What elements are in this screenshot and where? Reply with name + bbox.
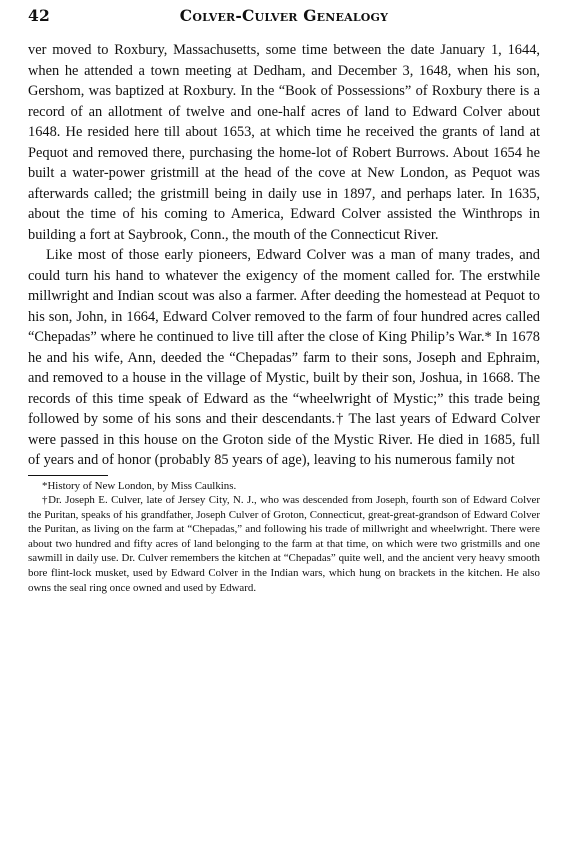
footnote-asterisk: *History of New London, by Miss Caulkins. [42, 479, 237, 492]
footnote-rule [28, 475, 108, 476]
paragraph: Like most of those early pioneers, Edward Colver was a man of many trades, and could turn his hand to whatever the exigency of the moment called for. The erstwhile millwright and Indian scout was also a farmer. After deeding the homestead at Pequot to his son, John, in 1664, Edward Colver removed to the farm of four hundred acres called “Chepadas” where he continued to live till after the close of King Philip’s War.* In 1678 he and his wife, Ann, deeded the “Chepadas” farm to their sons, Joseph and Ephraim, and removed to a house in the village of Mystic, built by their son, Joshua, in 1668. The records of this time speak of Edward as the “wheelwright of Mystic;” this trade being followed by some of his sons and their descendants.† The last years of Edward Colver were passed in this house on the Groton side of the Mystic River. He died in 1685, full of years and of honor (probably 85 years of age), leaving to his numerous family not [28, 247, 540, 468]
running-title: Colver-Culver Genealogy [179, 6, 389, 25]
footnotes [28, 479, 540, 596]
footnote-dagger: †Dr. Joseph E. Culver, late of Jersey City, N. J., who was descended from Joseph, fourth son of Edward Colver the Puritan, speaks of his grandfather, Joseph Culver of Groton, Connecticut, great-great-grandson of Edward Colver the Puritan, as living on the farm at “Chepadas,” and following his trade of millwright and wheelwright. There were about two hundred and fifty acres of land belonging to the farm at that time, on which were two gristmills and one sawmill in daily use. Dr. Culver remembers the kitchen at “Chepadas” quite well, and the ancient very heavy smooth bore flint-lock musket, used by Edward Colver in the Indian wars, which hung on brackets in the kitchen. He also owns the seal ring once owned and used by Edward. [28, 494, 540, 594]
page-number: 42 [28, 6, 50, 25]
paragraph-continued: ver moved to Roxbury, Massachusetts, some time between the date January 1, 1644, when he attended a town meeting at Dedham, and December 3, 1648, when his son, Gershom, was baptized at Roxbury. In the “Book of Possessions” of Roxbury there is a record of an allotment of twelve and one-half acres of land to Edward Colver about 1648. He resided here till about 1653, at which time he received the grants of land at Pequot and removed there, purchasing the home-lot of Robert Burrows. About 1654 he built a water-power gristmill at the head of the cove at New London, as Pequot was afterwards called; the gristmill being in daily use in 1897, and perhaps later. In 1635, about the time of his coming to America, Edward Colver assisted the Winthrops in building a fort at Saybrook, Conn., the mouth of the Connecticut River. [28, 42, 540, 243]
book-page [28, 6, 540, 595]
body-text [28, 40, 540, 471]
page-header [28, 6, 540, 30]
